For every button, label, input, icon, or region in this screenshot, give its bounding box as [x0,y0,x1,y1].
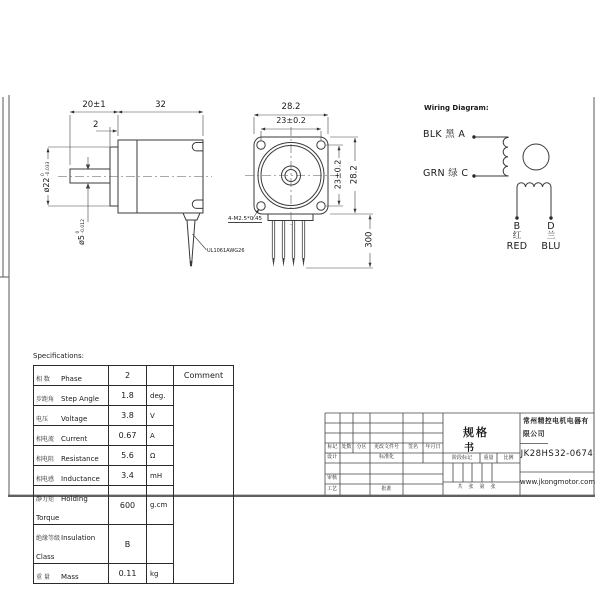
wiring-diagram-title: Wiring Diagram: [424,104,489,112]
titleblock-sheet-no-prefix: 第 [479,484,485,490]
titleblock-row-standardization: 标准化 [378,454,394,460]
spec-label-cell [34,446,109,466]
dim-hole-spacing-h: 23±0.2 [276,116,306,125]
spec-unit-cell [147,366,174,386]
spec-label-en: Step Angle [61,395,100,403]
dim-shaft-length: 20±1 [82,100,106,110]
spec-unit-cell: Ω [147,446,174,466]
spec-row-phase [34,366,234,386]
dim-boss-length: 2 [93,120,99,130]
titleblock-row-process: 工艺 [327,486,338,492]
specs-title: Specifications: [33,352,84,360]
titleblock-col-mark: 标记 [327,444,338,450]
spec-unit-cell [147,525,174,564]
titleblock-row-check: 审核 [327,475,338,481]
spec-label-en: Phase [61,375,82,383]
spec-label-cn: 相电流 [36,436,55,443]
spec-label-cn: 绝缘等级 [36,535,61,542]
spec-label-cn: 电压 [36,416,49,423]
spec-comment-header-cell: Comment [174,366,234,386]
wire-spec-label: UL1061AWG26 [207,248,245,254]
spec-label-en: Mass [61,573,79,581]
spec-value-cell: 5.6 [109,446,147,466]
dim-hole-spacing-v: 23±0.2 [333,159,343,190]
spec-label-cell [34,406,109,426]
spec-label-en: Holding Torque [36,495,88,522]
tolerance-lower: -0.033 [46,161,51,176]
spec-unit-cell: kg [147,564,174,584]
spec-value-cell: 2 [109,366,147,386]
mounting-holes-callout: 4-M2.5*0.45 [228,216,262,222]
titleblock-company-line2: 限公司 [523,430,545,438]
titleblock-scale: 比例 [503,455,514,461]
lead-c-label: GRN 绿 C [423,168,469,179]
dim-body-length: 32 [155,100,166,110]
dim-boss-diameter-tolerance [42,161,52,176]
titleblock-sheet-no-suffix: 张 [490,484,496,490]
titleblock-col-doc-no: 更改文件号 [373,444,399,450]
titleblock-row-approve: 批准 [381,486,392,492]
spec-value-cell: 600 [109,486,147,525]
terminal-d-color-en: BLU [541,241,561,252]
dim-lead-length: 300 [364,231,375,248]
titleblock-company-line1: 常州精控电机电器有 [523,417,589,425]
spec-label-cn: 重 量 [36,574,50,581]
titleblock-col-signature: 签名 [407,444,418,450]
spec-label-cell [34,426,109,446]
spec-unit-cell: A [147,426,174,446]
terminal-b-color-cn: 红 [512,231,522,241]
spec-unit-cell: V [147,406,174,426]
spec-value-cell: 3.4 [109,466,147,486]
dim-boss-diameter-value: ø22 [41,177,51,193]
tolerance-lower: -0.012 [81,219,86,234]
spec-label-cn: 步距角 [36,396,55,403]
spec-value-cell: 3.8 [109,406,147,426]
spec-label-cn: 相电感 [36,476,55,483]
spec-label-cell [34,525,109,564]
spec-label-cell [34,486,109,525]
titleblock-doc-type-line1: 规格 [463,426,489,439]
titleblock-col-date: 年月日 [425,444,441,450]
titleblock-col-count: 处数 [341,444,352,450]
terminal-d-label: D [547,221,555,232]
spec-label-cn: 静力矩 [36,496,55,503]
terminal-b-color-en: RED [506,241,528,252]
dim-shaft-diameter-value: ø5 [76,235,86,245]
spec-unit-cell: deg. [147,386,174,406]
spec-label-cn: 相电阻 [36,456,55,463]
side-view [48,112,212,268]
spec-label-cell [34,386,109,406]
spec-value-cell: 0.67 [109,426,147,446]
wiring-diagram-lines [472,135,552,219]
titleblock-stage-mark: 阶段标记 [451,455,472,461]
spec-label-en: Current [61,435,88,443]
titleblock-model-number: JK28HS32-0674 [520,449,594,459]
titleblock-col-zone: 分区 [356,444,367,450]
spec-comment-body-cell [174,386,234,584]
titleblock-sheets-total-prefix: 共 [457,484,463,490]
titleblock-weight: 重量 [483,455,494,461]
spec-unit-cell: g.cm [147,486,174,525]
spec-label-cell [34,366,109,386]
titleblock-sheets-total-suffix: 张 [468,484,474,490]
spec-label-en: Voltage [61,415,88,423]
specs-table [33,365,234,584]
spec-label-en: Insulation Class [36,534,96,561]
spec-value-cell: 1.8 [109,386,147,406]
spec-value-cell: B [109,525,147,564]
spec-label-en: Inductance [61,475,100,483]
dim-boss-diameter [41,155,53,199]
spec-label-cell [34,466,109,486]
titleblock-website: www.jkongmotor.com [520,478,596,486]
spec-unit-cell: mH [147,466,174,486]
titleblock-doc-type-line2: 书 [464,443,476,454]
terminal-d-color-cn: 兰 [546,231,556,241]
dim-shaft-diameter [76,210,88,254]
spec-value-cell: 0.11 [109,564,147,584]
dim-shaft-diameter-tolerance [77,219,87,234]
terminal-b-label: B [513,221,521,232]
spec-row-step-angle [34,386,234,406]
lead-a-label: BLK 黑 A [423,129,466,140]
dim-flange-height: 28.2 [349,165,360,185]
tolerance-upper: 0 [41,173,47,176]
dim-flange-width: 28.2 [281,102,301,112]
spec-label-cn: 相 数 [36,376,50,383]
titleblock-row-design: 设计 [327,454,338,460]
spec-label-cell [34,564,109,584]
tolerance-upper: 0 [76,230,82,234]
spec-label-en: Resistance [61,455,99,463]
